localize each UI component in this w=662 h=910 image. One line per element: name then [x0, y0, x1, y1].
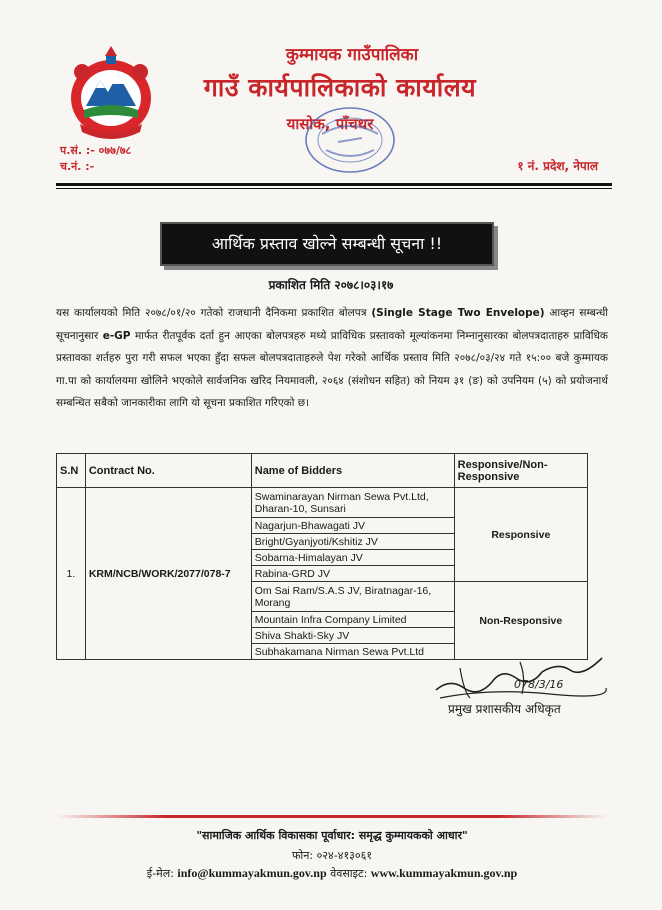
bidder-name: Swaminarayan Nirman Sewa Pvt.Ltd, Dharan-10, Sunsari	[251, 488, 454, 518]
bidder-name: Nagarjun-Bhawagati JV	[251, 518, 454, 534]
bidder-name: Shiva Shakti-Sky JV	[251, 628, 454, 644]
envelope-type: (Single Stage Two Envelope)	[371, 307, 545, 319]
bidder-name: Subhakamana Nirman Sewa Pvt.Ltd	[251, 644, 454, 660]
dispatch-number: च.नं. :-	[60, 160, 95, 173]
header-sn: S.N	[57, 454, 86, 488]
municipality-name: कुम्मायक गाउँपालिका	[285, 45, 419, 65]
header-contract: Contract No.	[85, 454, 251, 488]
body-part-1: यस कार्यालयको मिति २०७८/०१/२० गतेको राजधानी दैनिकमा प्रकाशित बोलपत्र	[56, 307, 372, 319]
non-responsive-status: Non-Responsive	[454, 582, 587, 660]
official-stamp-icon	[302, 104, 398, 176]
table-header-row	[57, 454, 588, 488]
email-label: ई-मेल:	[146, 867, 178, 880]
bidders-table	[56, 453, 588, 660]
footer-phone: फोन: ०२४-४१३०६१	[291, 849, 373, 862]
header-divider-thin	[56, 188, 612, 189]
nepal-emblem-icon	[62, 42, 160, 142]
published-date: प्रकाशित मिति २०७८।०३।१७	[268, 278, 394, 292]
body-part-3: मार्फत रीतपूर्वक दर्ता हुन आएका बोलपत्रहरु मध्ये प्राविधिक प्रस्तावको मूल्यांकनमा निम्नानुसारका बोलपत्रदाताहरु प्राविधिक प्रस्तावका शर्तहरु पुरा गरी सफल भएका हुँदा सफल बोलपत्रदाताहरुले पेश गरेको आर्थिक प्रस्ताव मिति २०७८/०३/२४ गते १५:०० बजे कुम्मायक गा.पा को कार्यालयमा खोलिने भएकोले सार्वजनिक खरिद नियमावली, २०६४ (संशोधन सहित) को नियम ३१ (ङ) को उपनियम (५) को प्रयोजनार्थ सम्बन्धित सबैको जानकारीका लागि यो सूचना प्रकाशित गरिएको छ।	[56, 329, 608, 409]
header-bidders: Name of Bidders	[251, 454, 454, 488]
bidder-name: Mountain Infra Company Limited	[251, 612, 454, 628]
header-responsive: Responsive/Non-Responsive	[454, 454, 587, 488]
egp-label: e-GP	[102, 329, 131, 342]
row-sn: 1.	[57, 488, 86, 660]
reference-number: प.सं. :- ०७७/७८	[60, 144, 132, 157]
website-address[interactable]: www.kummayakmun.gov.np	[370, 866, 518, 880]
province-label: १ नं. प्रदेश, नेपाल	[517, 159, 598, 173]
table-row	[57, 488, 588, 518]
signature-date: 078/3/16	[514, 678, 564, 691]
responsive-status: Responsive	[454, 488, 587, 582]
footer-motto: "सामाजिक आर्थिक विकासका पूर्वाधार: समृद्ध कुम्मायकको आधार"	[196, 829, 468, 842]
header-divider	[56, 183, 612, 186]
website-label: वेवसाइट:	[326, 867, 371, 880]
bidder-name: Sobarna-Himalayan JV	[251, 550, 454, 566]
bidder-name: Bright/Gyanjyoti/Kshitiz JV	[251, 534, 454, 550]
bidder-name: Rabina-GRD JV	[251, 566, 454, 582]
row-contract: KRM/NCB/WORK/2077/078-7	[85, 488, 251, 660]
office-name: गाउँ कार्यपालिकाको कार्यालय	[203, 73, 477, 102]
bidder-name: Om Sai Ram/S.A.S JV, Biratnagar-16, Morang	[251, 582, 454, 612]
email-address[interactable]: info@kummayakmun.gov.np	[177, 866, 327, 880]
body-part-2: आव्हन सम्बन्धी सूचनानुसार	[56, 307, 608, 342]
signatory-title: प्रमुख प्रशासकीय अधिकृत	[448, 702, 561, 716]
footer-contact	[56, 866, 608, 881]
footer-divider	[56, 815, 608, 818]
notice-title: आर्थिक प्रस्ताव खोल्ने सम्बन्धी सूचना !!	[160, 222, 494, 266]
office-location: यासोक, पाँचथर	[286, 115, 374, 133]
notice-body	[56, 302, 608, 415]
